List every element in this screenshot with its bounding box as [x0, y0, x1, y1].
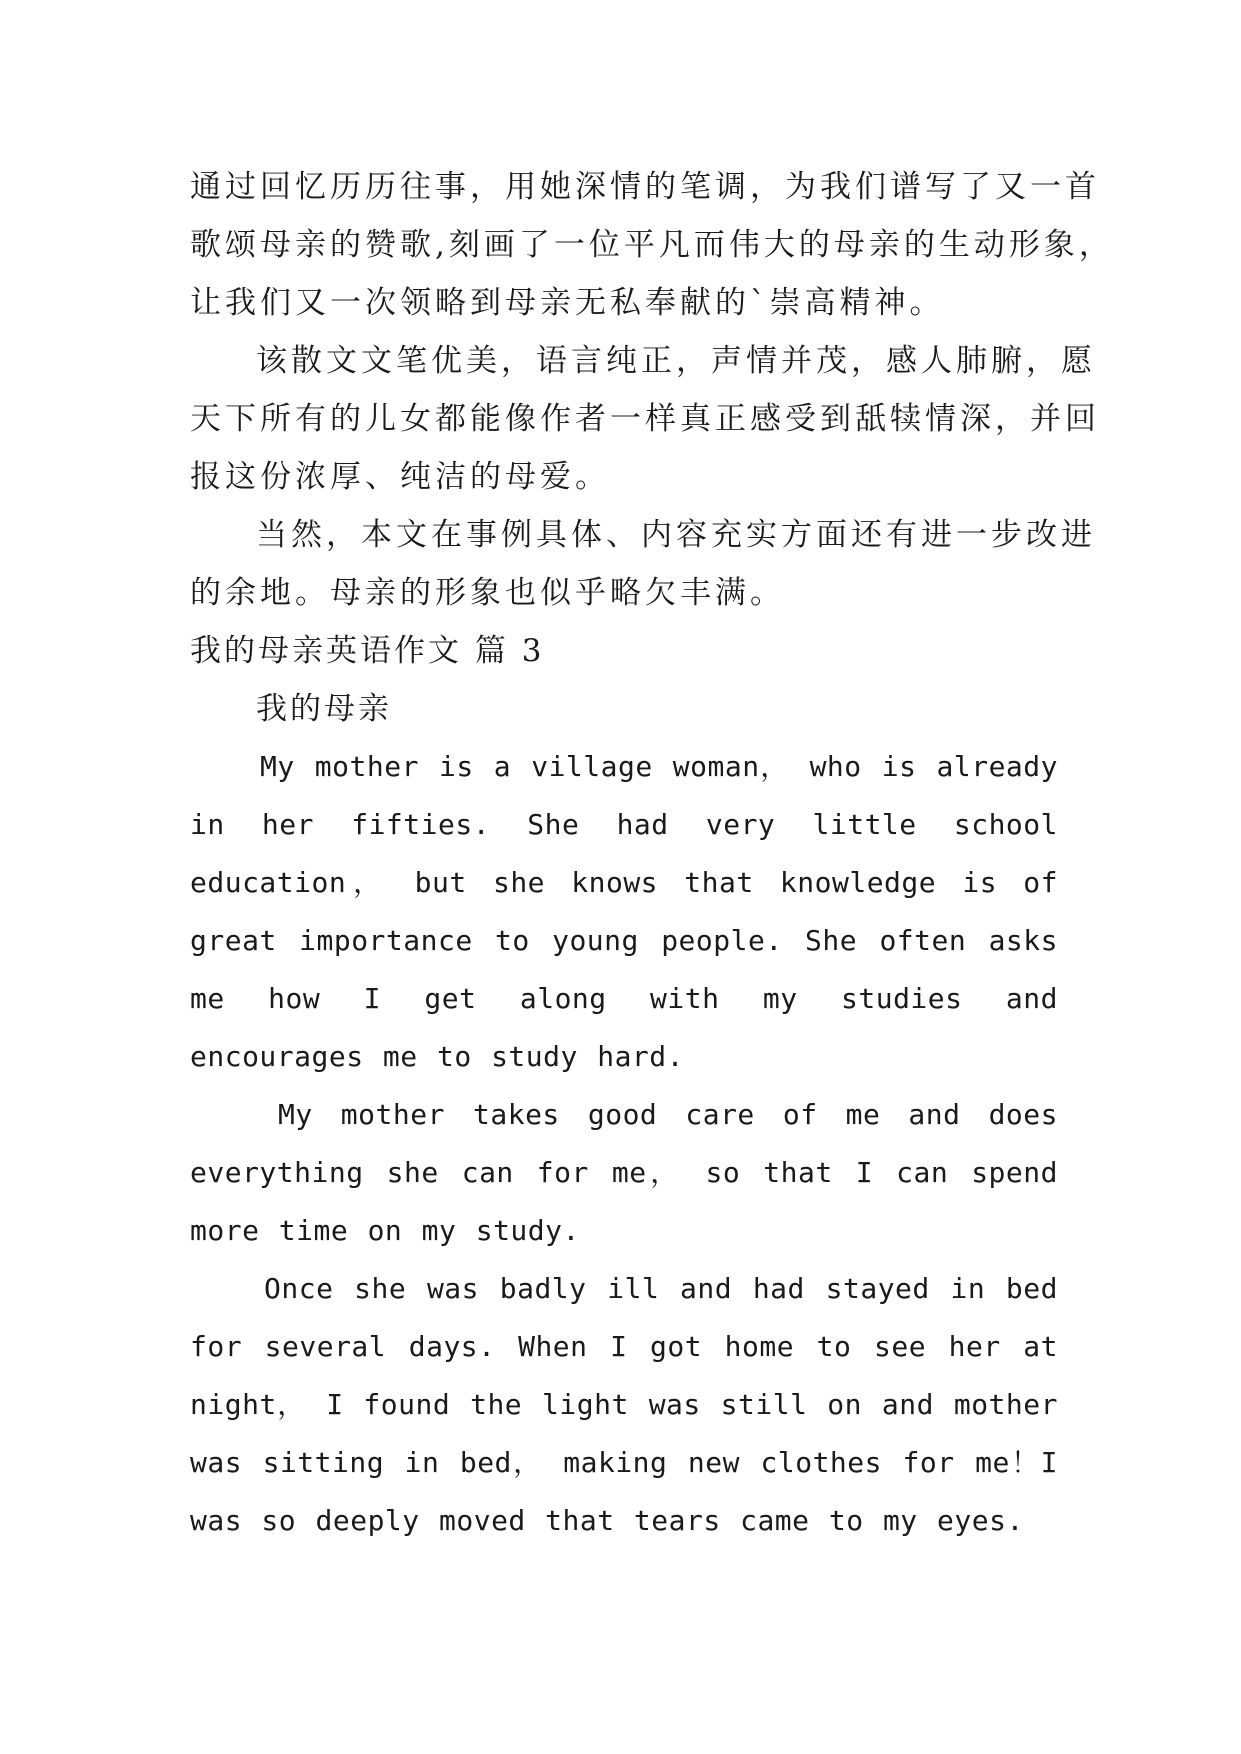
cn-paragraph-2-line-3: 报这份浓厚、纯洁的母爱。 [190, 459, 610, 495]
section-heading: 我的母亲英语作文 篇 3 [190, 633, 545, 669]
en-paragraph-3: Once she was badly ill and had stayed in bed for several days. When I got home to see her at night， I found the light was still on and mother was sitting in bed， making new clothes for me！I was so deeply moved that tears came to my eyes. [190, 1272, 1058, 1537]
cn-paragraph-3-line-1: 当然，本文在事例具体、内容充实方面还有进一步改进 [256, 517, 1096, 553]
cn-paragraph-2-line-1: 该散文文笔优美，语言纯正，声情并茂，感人肺腑，愿 [256, 343, 1096, 379]
cn-paragraph-1-line-1: 通过回忆历历往事，用她深情的笔调，为我们谱写了又一首 [190, 169, 1100, 205]
cn-paragraph-1-line-3: 让我们又一次领略到母亲无私奉献的`崇高精神。 [190, 285, 945, 321]
en-paragraph-1: My mother is a village woman， who is already in her fifties. She had very little school education， but she knows that knowledge is of great importance to young people. She often asks me how I get along with my studies and encourages me to study hard. [190, 750, 1058, 1073]
document-body [190, 158, 1114, 1550]
cn-paragraph-3-line-2: 的余地。母亲的形象也似乎略欠丰满。 [190, 575, 785, 611]
cn-paragraph-1-line-2: 歌颂母亲的赞歌,刻画了一位平凡而伟大的母亲的生动形象， [190, 227, 1114, 263]
en-paragraph-2: My mother takes good care of me and does everything she can for me， so that I can spend more time on my study. [190, 1098, 1058, 1247]
cn-paragraph-2-line-2: 天下所有的儿女都能像作者一样真正感受到舐犊情深，并回 [190, 401, 1100, 437]
essay-title: 我的母亲 [256, 691, 392, 727]
